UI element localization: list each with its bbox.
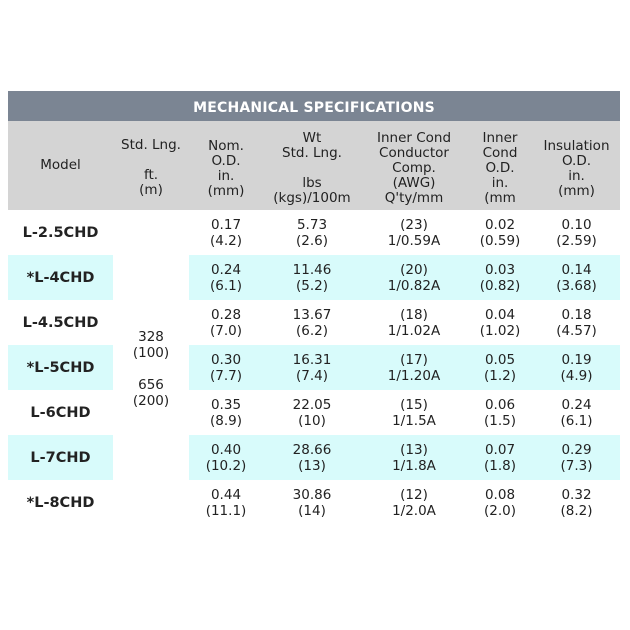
model-cell: *L-4CHD — [8, 255, 113, 300]
inner-conductor-cell: (23) 1/0.59A — [387, 216, 441, 249]
model-cell: L-2.5CHD — [22, 224, 99, 241]
weight-cell: 28.66 (13) — [263, 435, 361, 480]
header-row — [8, 121, 620, 210]
inner-conductor-cell: (18) 1/1.02A — [387, 306, 441, 339]
inner-conductor-cell: (13) 1/1.8A — [361, 435, 467, 480]
table-row — [8, 345, 620, 390]
std-length-cell: 328 (100) 656 (200) — [113, 210, 189, 525]
weight-cell: 30.86 (14) — [292, 486, 332, 519]
model-cell: *L-5CHD — [8, 345, 113, 390]
inner-od-cell: 0.02 (0.59) — [479, 216, 521, 249]
weight-cell: 11.46 (5.2) — [263, 255, 361, 300]
inner-od-cell: 0.06 (1.5) — [483, 396, 516, 429]
inner-od-cell: 0.04 (1.02) — [479, 306, 521, 339]
nom-od-cell: 0.28 (7.0) — [209, 306, 242, 339]
insulation-od-cell: 0.14 (3.68) — [533, 255, 620, 300]
weight-cell: 13.67 (6.2) — [292, 306, 332, 339]
nom-od-cell: 0.24 (6.1) — [189, 255, 263, 300]
table-row — [8, 390, 620, 435]
table-title: MECHANICAL SPECIFICATIONS — [8, 91, 620, 121]
header-inner-conductor: Inner Cond Conductor Comp. (AWG) Q'ty/mm — [361, 121, 467, 210]
insulation-od-cell: 0.32 (8.2) — [560, 486, 593, 519]
inner-conductor-cell: (20) 1/0.82A — [361, 255, 467, 300]
header-inner-od: Inner Cond O.D. in. (mm — [467, 121, 533, 210]
table-row — [8, 255, 620, 300]
model-cell: L-4.5CHD — [22, 314, 99, 331]
insulation-od-cell: 0.29 (7.3) — [533, 435, 620, 480]
header-weight: Wt Std. Lng. lbs (kgs)/100m — [263, 121, 361, 210]
header-nom-od: Nom. O.D. in. (mm) — [189, 121, 263, 210]
header-std-length: Std. Lng. ft. (m) — [113, 121, 189, 210]
inner-od-cell: 0.05 (1.2) — [467, 345, 533, 390]
insulation-od-cell: 0.18 (4.57) — [556, 306, 597, 339]
table-row — [8, 210, 620, 255]
table-row — [8, 300, 620, 345]
inner-od-cell: 0.07 (1.8) — [467, 435, 533, 480]
model-cell: L-6CHD — [30, 404, 91, 421]
table-row — [8, 480, 620, 525]
nom-od-cell: 0.40 (10.2) — [189, 435, 263, 480]
weight-cell: 5.73 (2.6) — [295, 216, 328, 249]
inner-od-cell: 0.03 (0.82) — [467, 255, 533, 300]
insulation-od-cell: 0.10 (2.59) — [556, 216, 597, 249]
spec-table — [8, 121, 620, 525]
header-model: Model — [8, 121, 113, 210]
model-cell: L-7CHD — [8, 435, 113, 480]
mechanical-specifications-table — [8, 91, 620, 525]
inner-conductor-cell: (12) 1/2.0A — [392, 486, 436, 519]
nom-od-cell: 0.44 (11.1) — [205, 486, 247, 519]
insulation-od-cell: 0.19 (4.9) — [533, 345, 620, 390]
weight-cell: 22.05 (10) — [292, 396, 332, 429]
insulation-od-cell: 0.24 (6.1) — [560, 396, 593, 429]
weight-cell: 16.31 (7.4) — [263, 345, 361, 390]
nom-od-cell: 0.17 (4.2) — [209, 216, 242, 249]
inner-conductor-cell: (15) 1/1.5A — [392, 396, 436, 429]
header-insulation-od: Insulation O.D. in. (mm) — [533, 121, 620, 210]
inner-conductor-cell: (17) 1/1.20A — [361, 345, 467, 390]
table-row — [8, 435, 620, 480]
inner-od-cell: 0.08 (2.0) — [483, 486, 516, 519]
nom-od-cell: 0.35 (8.9) — [209, 396, 242, 429]
nom-od-cell: 0.30 (7.7) — [189, 345, 263, 390]
model-cell: *L-8CHD — [26, 494, 95, 511]
